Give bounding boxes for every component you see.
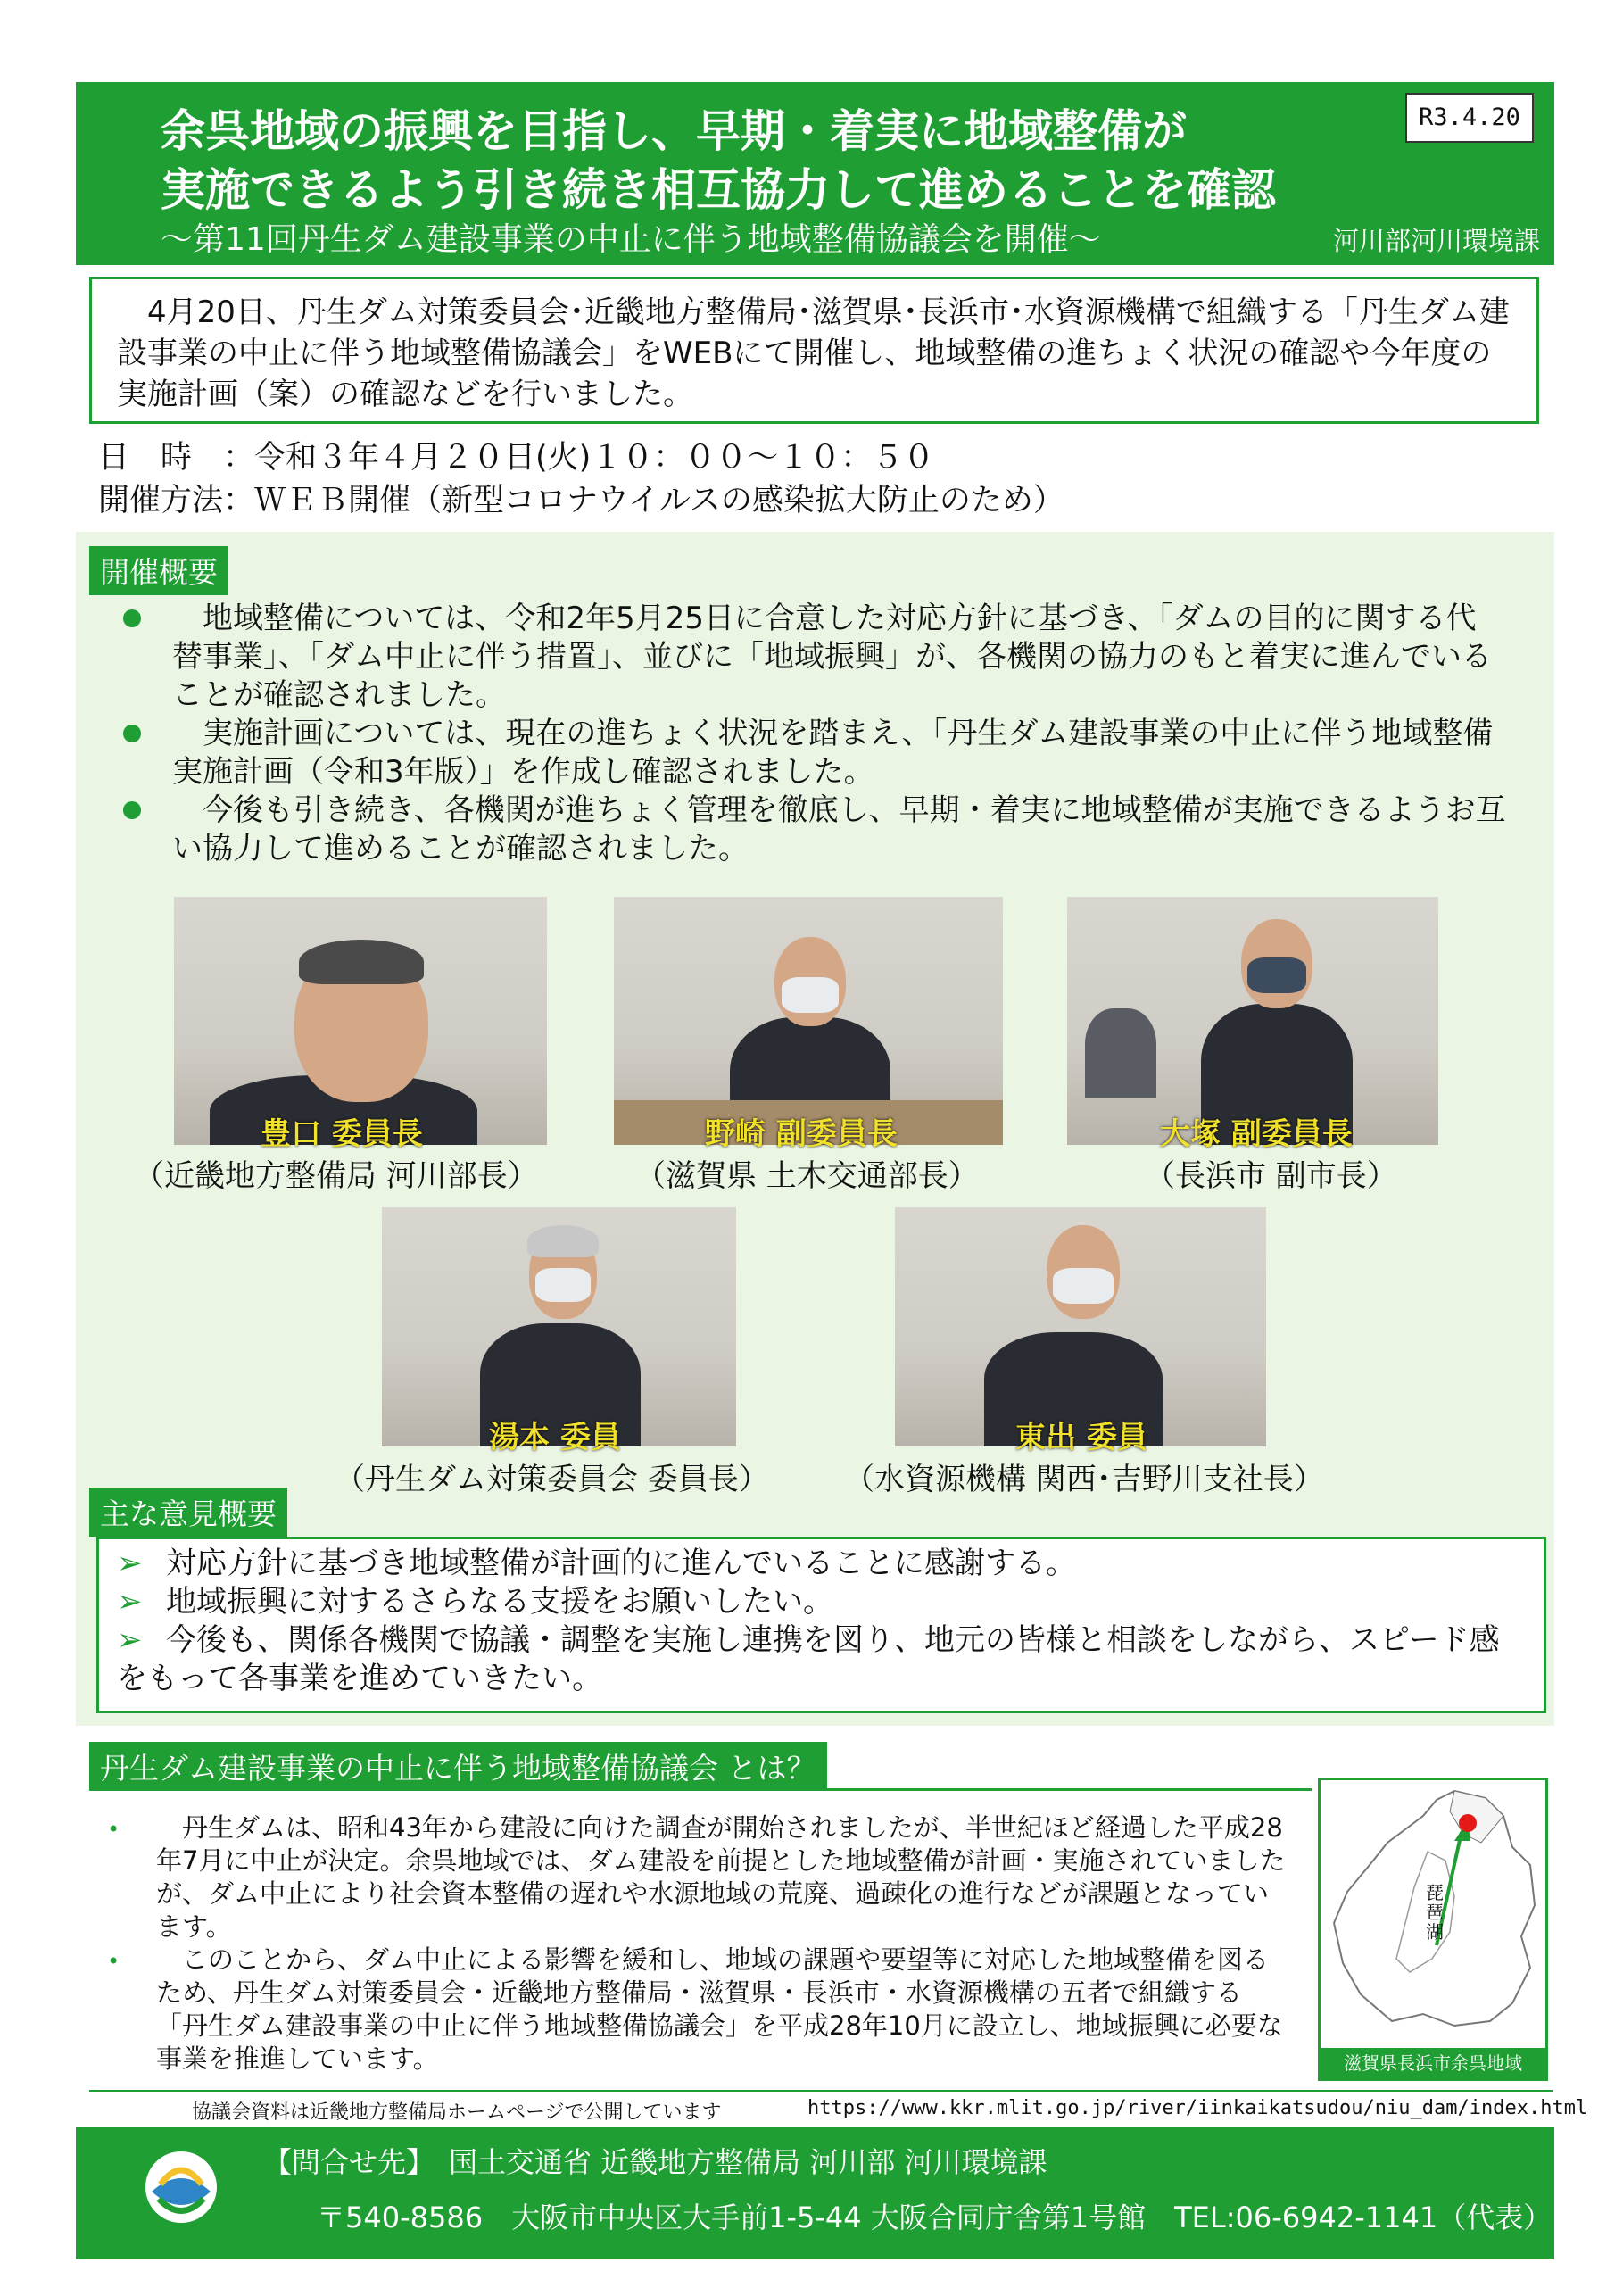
page-title	[161, 102, 1276, 220]
mlit-logo-icon	[143, 2147, 219, 2227]
about-item: • 丹生ダムは、昭和43年から建設に向けた調査が開始されましたが、半世紀ほど経過した平成28年7月に中止が決定。余呉地域では、ダム建設を前提とした地域整備が計画・実施されていましたが、ダム中止により社会資本整備の遅れや水源地域の荒廃、過疎化の進行などが課題となっています。	[107, 1812, 1286, 1942]
contact-line-1: 【問合せ先】 国土交通省 近畿地方整備局 河川部 河川環境課	[263, 2145, 1047, 2179]
photo-caption-affiliation: （近畿地方整備局 河川部長）	[134, 1158, 538, 1194]
photo-nozaki	[614, 897, 1003, 1145]
department-label: 河川部河川環境課	[1332, 226, 1540, 256]
opinion-item: ➢ 地域振興に対するさらなる支援をお願いしたい。	[117, 1584, 833, 1620]
overview-bullet: 地域整備については、令和2年5月25日に合意した対応方針に基づき、「ダムの目的に関する代替事業」、「ダム中止に伴う措置」、並びに「地域振興」が、各機関の協力のもと着実に進んでいることが確認されました。	[132, 600, 1506, 715]
bottom-divider	[89, 2090, 1553, 2092]
opinion-item: ➢ 今後も、関係各機関で協議・調整を実施し連携を図り、地元の皆様と相談をしながら、スピード感をもって各事業を進めていきたい。	[117, 1622, 1500, 1696]
photo-caption-name: 大塚 副委員長	[1160, 1116, 1353, 1152]
title-line-2: 実施できるよう引き続き相互協力して進めることを確認	[161, 164, 1276, 216]
bullet-dot-icon	[123, 725, 141, 742]
photo-caption-name: 東出 委員	[1015, 1420, 1147, 1455]
photo-caption-name: 湯本 委員	[489, 1420, 621, 1455]
bullet-dot-icon: •	[107, 1817, 120, 1842]
bullet-dot-icon	[123, 801, 141, 819]
location-map	[1318, 1778, 1548, 2081]
publication-note: 協議会資料は近畿地方整備局ホームページで公開しています	[192, 2101, 722, 2124]
opinions-box	[96, 1537, 1546, 1713]
about-divider	[89, 1788, 1312, 1791]
photo-caption-affiliation: （水資源機構 関西･吉野川支社長）	[844, 1462, 1324, 1497]
meeting-method: 開催方法：ＷＥＢ開催（新型コロナウイルスの感染拡大防止のため）	[98, 483, 1064, 518]
header-banner	[76, 82, 1554, 265]
photo-toyoguchi	[174, 897, 547, 1145]
contact-footer	[76, 2127, 1554, 2259]
overview-label: 開催概要	[89, 546, 228, 595]
date-badge: R3.4.20	[1405, 93, 1534, 143]
about-label: 丹生ダム建設事業の中止に伴う地域整備協議会 とは？	[89, 1742, 827, 1791]
map-lake-label: 琵琶湖	[1426, 1882, 1444, 1943]
photo-caption-name: 豊口 委員長	[261, 1116, 423, 1152]
intro-box: 4月20日、丹生ダム対策委員会･近畿地方整備局･滋賀県･長浜市･水資源機構で組織する「丹生ダム建設事業の中止に伴う地域整備協議会」をWEBにて開催し、地域整備の進ちょく状況の確認や今年度の実施計画（案）の確認などを行いました。	[89, 277, 1539, 424]
contact-line-2: 〒540-8586 大阪市中央区大手前1-5-44 大阪合同庁舎第1号館 TEL:06-6942-1141（代表）	[317, 2201, 1553, 2234]
overview-bullets	[132, 600, 1506, 868]
publication-url[interactable]: https://www.kkr.mlit.go.jp/river/iinkaikatsudou/niu_dam/index.html	[807, 2097, 1588, 2119]
photo-otsuka	[1067, 897, 1438, 1145]
photo-caption-affiliation: （丹生ダム対策委員会 委員長）	[335, 1462, 769, 1497]
map-caption: 滋賀県長浜市余呉地域	[1321, 2048, 1545, 2078]
opinion-item: ➢ 対応方針に基づき地域整備が計画的に進んでいることに感謝する。	[117, 1546, 1076, 1581]
arrow-icon: ➢	[117, 1584, 143, 1620]
title-line-1: 余呉地域の振興を目指し、早期・着実に地域整備が	[161, 105, 1187, 157]
photo-caption-name: 野崎 副委員長	[705, 1116, 898, 1152]
photo-caption-affiliation: （長浜市 副市長）	[1145, 1158, 1397, 1194]
photo-higashide	[895, 1207, 1266, 1446]
meeting-datetime: 日 時 ：令和３年４月２０日(火)１０：００～１０：５０	[98, 440, 935, 476]
overview-bullet: 実施計画については、現在の進ちょく状況を踏まえ、「丹生ダム建設事業の中止に伴う地域整備実施計画（令和3年版）」を作成し確認されました。	[132, 715, 1506, 792]
about-body	[107, 1811, 1289, 2076]
photo-caption-affiliation: （滋賀県 土木交通部長）	[635, 1158, 979, 1194]
arrow-icon: ➢	[117, 1546, 143, 1581]
overview-bullet: 今後も引き続き、各機関が進ちょく管理を徹底し、早期・着実に地域整備が実施できるようお互い協力して進めることが確認されました。	[132, 792, 1506, 868]
bullet-dot-icon: •	[107, 1949, 120, 1974]
photo-yumoto	[382, 1207, 736, 1446]
bullet-dot-icon	[123, 609, 141, 627]
arrow-icon: ➢	[117, 1622, 143, 1658]
opinions-label: 主な意見概要	[89, 1488, 287, 1537]
page-subtitle: ～第11回丹生ダム建設事業の中止に伴う地域整備協議会を開催～	[161, 221, 1101, 258]
about-item: • このことから、ダム中止による影響を緩和し、地域の課題や要望等に対応した地域整備を図るため、丹生ダム対策委員会・近畿地方整備局・滋賀県・長浜市・水資源機構の五者で組織する「丹生ダム建設事業の中止に伴う地域整備協議会」を平成28年10月に設立し、地域振興に必要な事業を推進しています。	[107, 1944, 1283, 2074]
